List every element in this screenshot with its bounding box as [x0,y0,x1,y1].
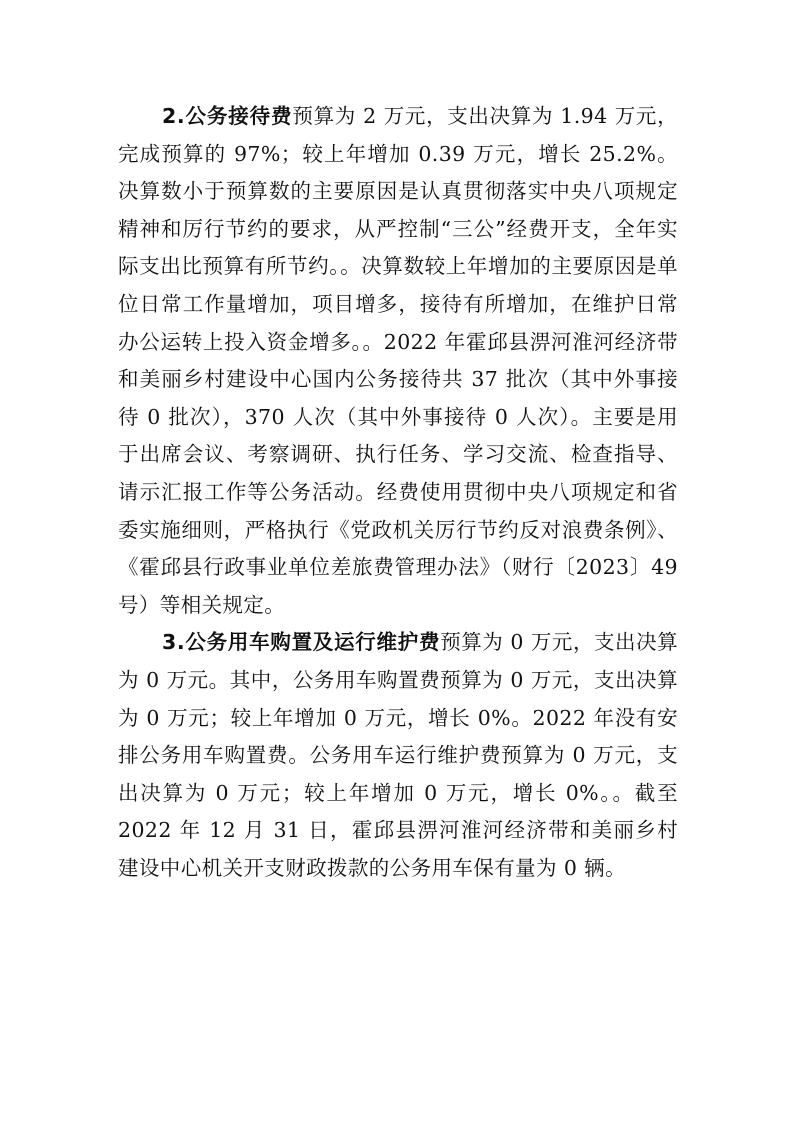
section-heading-reception: 2.公务接待费 [162,104,293,128]
paragraph-text-vehicles: 预算为 0 万元，支出决算为 0 万元。其中，公务用车购置费预算为 0 万元，支出决算为 0 万元；较上年增加 0 万元，增长 0%。2022 年没有安排公务用车购置费。公务用车运行维护费预算为 0 万元，支出决算为 0 万元；较上年增加 0 万元，增长 0%。。截至 2022 年 12 月 31 日，霍邱县淠河淮河经济带和美丽乡村建设中心机关开支财政拨款的公务用车保有量为 0 辆。 [118,630,679,880]
paragraph-text-reception: 预算为 2 万元，支出决算为 1.94 万元，完成预算的 97%；较上年增加 0.39 万元，增长 25.2%。决算数小于预算数的主要原因是认真贯彻落实中央八项规定精神和厉行节约的要求，从严控制“三公”经费开支，全年实际支出比预算有所节约。。决算数较上年增加的主要原因是单位日常工作量增加，项目增多，接待有所增加，在维护日常办公运转上投入资金增多。。2022 年霍邱县淠河淮河经济带和美丽乡村建设中心国内公务接待共 37 批次（其中外事接待 0 批次），370 人次（其中外事接待 0 人次）。主要是用于出席会议、考察调研、执行任务、学习交流、检查指导、请示汇报工作等公务活动。经费使用贯彻中央八项规定和省委实施细则，严格执行《党政机关厉行节约反对浪费条例》、《霍邱县行政事业单位差旅费管理办法》（财行〔2023〕49 号）等相关规定。 [118,104,678,617]
paragraph-reception-expenses [118,98,678,624]
document-body [118,98,678,887]
section-heading-vehicles: 3.公务用车购置及运行维护费 [162,630,441,655]
paragraph-vehicle-expenses [118,624,678,887]
